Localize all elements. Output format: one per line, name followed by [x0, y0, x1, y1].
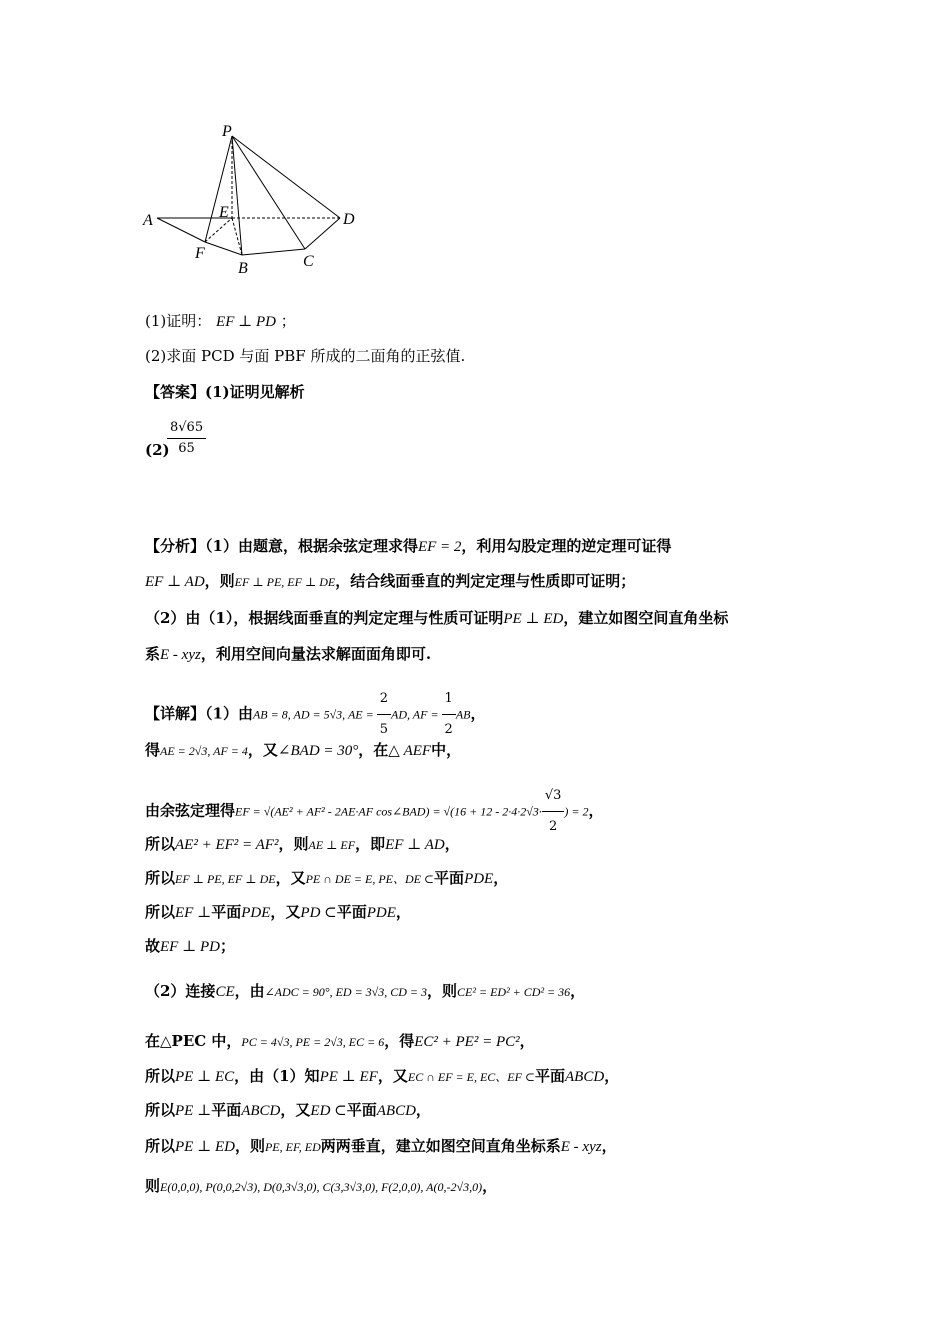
detail-text: ，由: [234, 982, 265, 1000]
edge-pb: [232, 136, 242, 255]
detail-math: PE ⊥: [175, 1103, 212, 1119]
pyramid-figure: [135, 118, 375, 288]
q1-math: EF ⊥ PD: [216, 314, 276, 330]
detail-math: AD, AF =: [391, 707, 442, 722]
detail-text: ，得: [384, 1032, 415, 1050]
detail-math: E - xyz: [560, 1139, 602, 1155]
detail-text: ，: [415, 1101, 431, 1119]
detail-math: PDE: [464, 871, 494, 887]
detail-text: ，则: [234, 1137, 265, 1155]
analysis-math: E - xyz: [160, 647, 201, 663]
analysis-line-2: [145, 570, 860, 593]
analysis-text: ，利用勾股定理的逆定理可证得: [461, 537, 672, 555]
label-d: D: [343, 211, 355, 228]
q1-prefix: (1)证明：: [145, 312, 212, 330]
detail-math: PC = 4√3, PE = 2√3, EC = 6: [241, 1035, 385, 1049]
answer-fraction-numerator: 8√65: [167, 418, 206, 439]
detail-math: EF = √(AE² + AF² - 2AE·AF cos∠BAD) = √(16 + 12 - 2·4·2√3·: [235, 804, 542, 819]
q2-text: (2)求面 PCD 与面 PBF 所成的二面角的正弦值.: [145, 347, 466, 365]
answer-part-1: (1)证明见解析: [205, 383, 305, 401]
edge-cd: [305, 218, 340, 249]
detail-text: 平面: [434, 869, 465, 887]
detail-label: 【详解】: [145, 704, 206, 723]
detail-text: 所以: [145, 869, 176, 887]
detail-text: ，又: [377, 1067, 408, 1085]
label-e: E: [219, 204, 229, 221]
analysis-math: EF ⊥ AD: [145, 574, 205, 590]
detail-text: ，: [601, 1137, 617, 1155]
detail-text: ，: [444, 835, 460, 853]
detail-text: ，: [604, 1067, 620, 1085]
detail-math: AE ⊥ EF: [308, 838, 356, 852]
detail-text: ，: [482, 1177, 498, 1195]
answer-line: [145, 381, 860, 403]
detail-math: △ AEF: [388, 743, 432, 759]
detail-math: EC ∩ EF = E, EC、EF ⊂: [407, 1070, 535, 1084]
detail-line-13: [145, 1175, 860, 1198]
detail-line-9: [145, 1030, 860, 1053]
detail-text: 所以: [145, 903, 176, 921]
detail-math: PE ∩ DE = E, PE、DE ⊂: [305, 872, 435, 886]
analysis-text: 系: [145, 645, 161, 663]
question-part-2: [145, 345, 860, 367]
detail-text: ，: [493, 869, 509, 887]
fraction: [377, 684, 391, 745]
detail-text: ，: [570, 982, 586, 1000]
edge-af: [157, 218, 205, 242]
detail-text: 平面: [336, 903, 367, 921]
fraction-numerator: 2: [377, 684, 391, 715]
detail-line-12: [145, 1135, 860, 1158]
detail-math: PE ⊥ EF: [319, 1069, 378, 1085]
detail-text: ，又: [275, 869, 306, 887]
detail-math: CE² = ED² + CD² = 36: [457, 985, 571, 999]
edge-fe: [205, 218, 232, 242]
detail-text: ，: [519, 1032, 535, 1050]
edge-pc: [232, 136, 305, 249]
detail-text: ，由（1）知: [234, 1067, 320, 1085]
detail-text: ，: [470, 704, 486, 723]
answer-label: 【答案】: [145, 383, 206, 401]
detail-line-7: [145, 935, 860, 958]
detail-text: 在△PEC 中，: [145, 1032, 242, 1050]
edge-pd: [232, 136, 340, 218]
label-f: F: [195, 245, 205, 262]
detail-text: （2）连接: [145, 982, 216, 1000]
detail-line-5: [145, 867, 860, 890]
fraction-denominator: 5: [379, 722, 388, 737]
answer-fraction: [167, 418, 206, 459]
answer-fraction-denominator: 65: [178, 441, 195, 456]
analysis-text: ，结合线面垂直的判定定理与性质即可证明；: [335, 572, 636, 590]
detail-text: ；: [219, 937, 235, 955]
analysis-line-1: [145, 535, 860, 558]
detail-math: CE: [215, 984, 235, 1000]
detail-text: 所以: [145, 1101, 176, 1119]
label-b: B: [238, 260, 248, 277]
analysis-text: （2）由（1），根据线面垂直的判定定理与性质可证明: [145, 609, 504, 627]
detail-math: PDE: [241, 905, 271, 921]
analysis-text: ，建立如图空间直角坐标: [563, 609, 729, 627]
detail-text: 平面: [535, 1067, 566, 1085]
detail-text: 平面: [211, 1101, 242, 1119]
edge-fb: [205, 242, 242, 255]
detail-line-8: [145, 980, 860, 1003]
fraction-numerator: 1: [442, 684, 456, 715]
fraction-numerator: √3: [542, 781, 565, 812]
label-a: A: [143, 212, 153, 229]
analysis-math: EF = 2: [417, 539, 462, 555]
detail-math: AB = 8, AD = 5√3, AE =: [252, 707, 377, 722]
detail-text: ，在: [358, 741, 389, 759]
detail-math: AB: [455, 707, 471, 722]
detail-math: EF ⊥ AD: [385, 837, 445, 853]
analysis-label: 【分析】: [145, 537, 206, 555]
detail-line-11: [145, 1099, 860, 1122]
detail-text: 故: [145, 937, 161, 955]
fraction-denominator: 2: [444, 722, 453, 737]
detail-math: ) = 2: [564, 804, 589, 819]
detail-text: ，: [588, 801, 604, 820]
detail-text: 平面: [211, 903, 242, 921]
detail-math: ED ⊂: [310, 1103, 347, 1119]
analysis-text: ，则: [204, 572, 235, 590]
detail-text: ，又: [280, 1101, 311, 1119]
detail-math: ∠BAD = 30°: [277, 743, 359, 759]
edge-bc: [242, 249, 305, 255]
detail-text: 所以: [145, 1137, 176, 1155]
detail-math: EC² + PE² = PC²: [414, 1034, 520, 1050]
detail-text: （1）由: [205, 704, 253, 723]
detail-text: 平面: [346, 1101, 377, 1119]
detail-text: 所以: [145, 1067, 176, 1085]
detail-line-10: [145, 1065, 860, 1088]
detail-text: ，则: [427, 982, 458, 1000]
detail-line-2: [145, 739, 860, 762]
fraction: [442, 684, 456, 745]
analysis-text: ，利用空间向量法求解面面角即可.: [200, 645, 432, 663]
analysis-math: PE ⊥ ED: [503, 611, 564, 627]
detail-math: AE = 2√3, AF = 4: [160, 744, 248, 758]
analysis-line-3: [145, 607, 860, 630]
fraction-denominator: 2: [548, 819, 558, 834]
detail-text: ，又: [270, 903, 301, 921]
question-part-1: [145, 310, 860, 333]
detail-math: ∠ADC = 90°, ED = 3√3, CD = 3: [264, 985, 428, 999]
edge-pa: [205, 136, 232, 242]
detail-line-1: [145, 684, 860, 745]
detail-line-6: [145, 901, 860, 924]
detail-text: 两两垂直，建立如图空间直角坐标系: [320, 1137, 561, 1155]
detail-math: PE ⊥ ED: [175, 1139, 235, 1155]
detail-math: AE² + EF² = AF²: [175, 837, 279, 853]
detail-text: 由余弦定理得: [145, 801, 236, 820]
detail-math: ABCD: [241, 1103, 281, 1119]
detail-text: 中，: [431, 741, 462, 759]
analysis-math: EF ⊥ PE, EF ⊥ DE: [234, 575, 336, 589]
detail-text: 得: [145, 741, 161, 759]
detail-text: ，又: [247, 741, 278, 759]
detail-math: PDE: [366, 905, 396, 921]
detail-text: 所以: [145, 835, 176, 853]
label-c: C: [303, 253, 314, 270]
detail-text: ，则: [278, 835, 309, 853]
detail-math: EF ⊥ PD: [160, 939, 220, 955]
detail-math: EF ⊥ PE, EF ⊥ DE: [175, 872, 276, 886]
detail-text: 则: [145, 1177, 161, 1195]
detail-line-4: [145, 833, 860, 856]
detail-math: E(0,0,0), P(0,0,2√3), D(0,3√3,0), C(3,3√3,0), F(2,0,0), A(0,-2√3,0): [160, 1180, 483, 1194]
detail-math: PE, EF, ED: [264, 1140, 321, 1154]
analysis-line-4: [145, 643, 860, 666]
detail-math: ABCD: [565, 1069, 605, 1085]
label-p: P: [222, 123, 232, 140]
detail-math: PE ⊥ EC: [175, 1069, 235, 1085]
q1-suffix: ；: [280, 312, 296, 330]
detail-math: PD ⊂: [300, 905, 337, 921]
detail-text: ，即: [355, 835, 386, 853]
detail-math: EF ⊥: [175, 905, 212, 921]
detail-text: ，: [395, 903, 411, 921]
answer-part-2-label: (2): [145, 441, 170, 459]
detail-math: ABCD: [376, 1103, 416, 1119]
analysis-text: （1）由题意，根据余弦定理求得: [205, 537, 418, 555]
